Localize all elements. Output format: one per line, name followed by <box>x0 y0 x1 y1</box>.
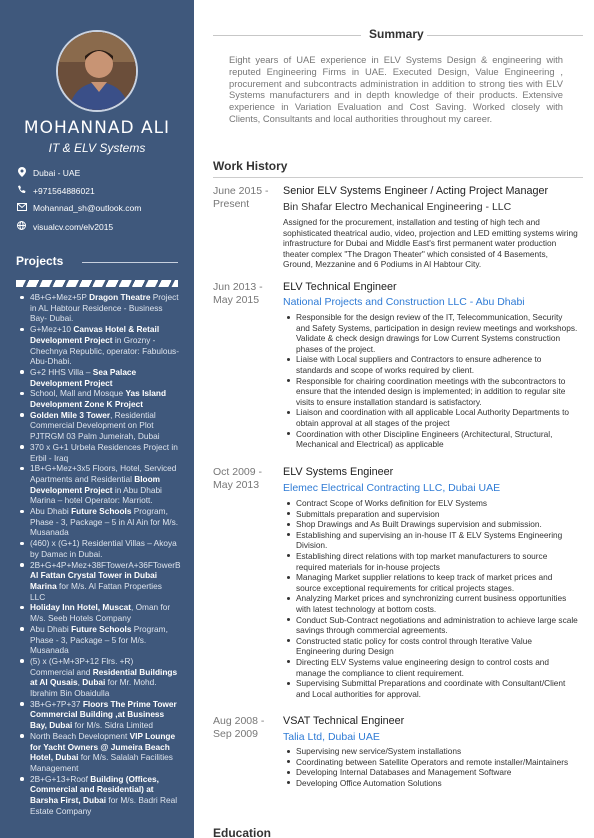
project-item: 2B+G+13+Roof Building (Offices, Commercial and Residential) at Barsha First, Dubai for M/s. Badri Real Estate Company <box>17 774 179 817</box>
project-item: Holiday Inn Hotel, Muscat, Oman for M/s. Seeb Hotels Company <box>17 602 179 623</box>
summary-text: Eight years of UAE experience in ELV Systems Design & engineering with reputed Engineering Firms in UAE. Executed Design, Value Engineering , procurement and subcontracts administration in addition to strong ties with ELV Systems manufacturers and in depth knowledge of their products. Extensive experience in Variation Evaluation and Cost Saving. Worked closely with Clients, Consultants and local authorities throughout my career. <box>229 54 563 124</box>
job-title: ELV Systems Engineer <box>283 466 394 478</box>
contact-location <box>16 167 191 179</box>
project-item: G+Mez+10 Canvas Hotel & Retail Development Project in Grozny - Chechnya Republic, operator: Fabulous-Abu-Dhabi. <box>17 324 179 367</box>
contact-website-text[interactable]: visualcv.com/elv2015 <box>33 221 114 232</box>
project-item: 2B+G+4P+Mez+38FTowerA+36FTowerB Al Fattan Crystal Tower in Dubai Marina for M/s. Al Fattan Properties LLC <box>17 560 179 603</box>
project-item: G+2 HHS Villa – Sea Palace Development Project <box>17 367 179 388</box>
email-icon <box>16 203 27 213</box>
job-date: Oct 2009 - May 2013 <box>213 466 263 491</box>
contact-email-text[interactable]: Mohannad_sh@outlook.com <box>33 203 142 213</box>
work-history-heading: Work History <box>213 159 288 173</box>
contact-phone <box>16 185 191 196</box>
job-bullet-item: Shop Drawings and As Built Drawings supervision and submission. <box>283 519 578 530</box>
summary-rule-right <box>427 35 583 36</box>
project-item: Abu Dhabi Future Schools Program, Phase - 3, Package – 5 in Al Ain for M/s. Musanada <box>17 506 179 538</box>
job-bullet-item: Supervising new service/System installations <box>283 746 578 757</box>
job-bullet-item: Liaison and coordination with all applicable Local Authority Departments to obtain approval at all stages of the project <box>283 407 578 428</box>
phone-icon <box>16 185 27 196</box>
project-item: 370 x G+1 Urbela Residences Project in Erbil - Iraq <box>17 442 179 463</box>
contact-website[interactable] <box>16 221 191 232</box>
job-bullet-item: Constructed static policy for costs control through Iterative Value Engineering during Design <box>283 636 578 657</box>
summary-heading: Summary <box>369 27 424 41</box>
job-company: Bin Shafar Electro Mechanical Engineering - LLC <box>283 201 512 213</box>
summary-header <box>213 28 583 42</box>
projects-heading-rule <box>82 262 178 263</box>
candidate-role: IT & ELV Systems <box>48 141 146 155</box>
summary-rule-left <box>213 35 361 36</box>
job-bullet-item: Coordinating between Satellite Operators and remote installer/Maintainers <box>283 757 578 768</box>
job-description: Assigned for the procurement, installation and testing of high tech and sophisticated theatrical audio, video, projection and LED emitting systems wiring infrastructure for Dubai and Middle East's first permanent water production theater complex "The Dragon Theater" which consisted of 4 Basements, Ground, Mezzanine and 6 Podiums in Al Habtour City. <box>283 217 578 270</box>
job-company-link[interactable]: Elemec Electrical Contracting LLC, Dubai UAE <box>283 482 501 494</box>
job-title: Senior ELV Systems Engineer / Acting Project Manager <box>283 185 549 197</box>
job-title: ELV Technical Engineer <box>283 281 397 293</box>
project-item: 3B+G+7P+37 Floors The Prime Tower Commercial Building ,at Business Bay, Dubai for M/s. Sidra Limited <box>17 699 179 731</box>
project-item: 1B+G+Mez+3x5 Floors, Hotel, Serviced Apartments and Residential Bloom Development Project in Abu Dhabi Marina – hotel Operator: Marriott. <box>17 463 179 506</box>
job-bullet-item: Coordination with other Discipline Engineers (Architectural, Structural, Mechanical and Electrical) as applicable <box>283 429 578 450</box>
project-item: North Beach Development VIP Lounge for Yacht Owners @ Jumeira Beach Hotel, Dubai for M/s. Salalah Facilities Management <box>17 731 179 774</box>
job-bullet-item: Supervising Submittal Preparations and coordinate with Consultant/Client and Local authorities for approval. <box>283 678 578 699</box>
project-item: Golden Mile 3 Tower, Residential Commercial Development on Plot PJTRGM 03 Palm Jumeirah, Dubai <box>17 410 179 442</box>
job-bullet-item: Conduct Sub-Contract negotiations and administration to achieve large scale savings through commercial agreements. <box>283 615 578 636</box>
job-bullet-item: Responsible for chairing coordination meetings with the subcontractors to ensure that the intended design is implemented; in addition to regular site visits to ensure installation standard is satisfactory. <box>283 376 578 408</box>
work-history-rule <box>213 177 583 178</box>
job-date: Aug 2008 - Sep 2009 <box>213 715 265 740</box>
job-bullet-item: Directing ELV Systems value engineering design to control costs and manage the compliance to client requirement. <box>283 657 578 678</box>
sidebar <box>0 0 194 838</box>
location-pin-icon <box>16 167 27 179</box>
job-bullet-item: Developing Internal Databases and Management Software <box>283 767 578 778</box>
person-photo-icon <box>58 32 138 112</box>
job-bullet-item: Managing Market supplier relations to keep track of market prices and source exceptional requirements for critical projects stages. <box>283 572 578 593</box>
job-bullet-item: Developing Office Automation Solutions <box>283 778 578 789</box>
job-bullet-item: Establishing and supervising an in-house IT & ELV Systems Engineering Division. <box>283 530 578 551</box>
project-item: (460) x (G+1) Residential Villas – Akoya by Damac in Dubai. <box>17 538 179 559</box>
education-heading: Education <box>213 826 272 838</box>
project-item: 4B+G+Mez+5P Dragon Theatre Project in AL Habtour Residence - Business Bay- Dubai. <box>17 292 179 324</box>
job-title: VSAT Technical Engineer <box>283 715 405 727</box>
job-bullets <box>283 312 578 450</box>
avatar <box>56 30 138 112</box>
job-bullet-item: Liaise with Local suppliers and Contractors to ensure adherence to standards and scope of works required by client. <box>283 354 578 375</box>
contact-location-text: Dubai - UAE <box>33 168 81 178</box>
project-item: Abu Dhabi Future Schools Program, Phase - 3, Package – 5 for M/s. Musanada <box>17 624 179 656</box>
project-item: (5) x (G+M+3P+12 Flrs. +R) Commercial and Residential Buildings at Al Qusais, Dubai for Mr. Mohd. Ibrahim Bin Obaidulla <box>17 656 179 699</box>
job-company-link[interactable]: Talia Ltd, Dubai UAE <box>283 731 380 743</box>
job-date: Jun 2013 - May 2015 <box>213 281 263 306</box>
job-bullet-item: Responsible for the design review of the IT, Telecommunication, Security and Safety Systems, participation in design review meetings and workshops. Validate & check design drawings for Low Current Systems construction phases of the project. <box>283 312 578 354</box>
project-item: School, Mall and Mosque Yas Island Development Zone K Project <box>17 388 179 409</box>
projects-list <box>17 292 179 816</box>
globe-icon <box>16 221 27 232</box>
job-bullet-item: Submittals preparation and supervision <box>283 509 578 520</box>
job-bullet-item: Establishing direct relations with top market manufacturers to source required materials for in-house projects <box>283 551 578 572</box>
projects-heading: Projects <box>16 254 64 268</box>
job-company-link[interactable]: National Projects and Construction LLC - Abu Dhabi <box>283 296 525 308</box>
job-date: June 2015 - Present <box>213 185 269 210</box>
candidate-name: MOHANNAD ALI <box>23 118 171 138</box>
contact-phone-text: +971564886021 <box>33 185 95 196</box>
job-bullets <box>283 498 578 699</box>
job-bullets <box>283 746 578 788</box>
job-bullet-item: Contract Scope of Works definition for ELV Systems <box>283 498 578 509</box>
job-bullet-item: Analyzing Market prices and synchronizing current business opportunities with latest technology at bottom costs. <box>283 593 578 614</box>
contact-email[interactable] <box>16 203 191 213</box>
decorative-stripe <box>16 280 178 287</box>
